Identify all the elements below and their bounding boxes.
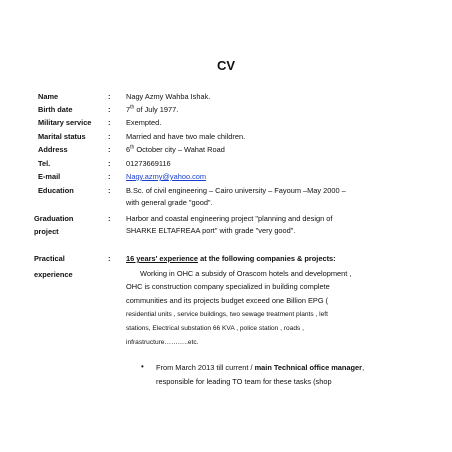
experience-bullet-line1: From March 2013 till current / main Technical office manager,	[156, 363, 365, 372]
experience-line: infrastructure………..etc.	[126, 339, 199, 346]
field-label-name: Name	[38, 92, 59, 101]
field-label-tel: Tel.	[38, 159, 51, 168]
experience-line: OHC is construction company specialized in building complete	[126, 282, 330, 291]
field-value-name: Nagy Azmy Wahba Ishak.	[126, 92, 211, 101]
field-label-education: Education	[38, 186, 74, 195]
experience-heading: 16 years' experience at the following companies & projects:	[126, 254, 336, 263]
email-link[interactable]: Nagy.azmy@yahoo.com	[126, 172, 207, 181]
field-value-birth-date: 7th of July 1977.	[126, 104, 179, 114]
bullet-icon: •	[141, 362, 144, 371]
field-value-address: 6th October city – Wahat Road	[126, 144, 225, 154]
field-label-marital-status: Marital status	[38, 132, 86, 141]
page-title: CV	[216, 58, 236, 73]
colon: :	[108, 92, 111, 101]
field-value-marital-status: Married and have two male children.	[126, 132, 246, 141]
colon: :	[108, 172, 111, 181]
graduation-line2: SHARKE ELTAFREAA port" with grade "very good".	[126, 226, 296, 235]
colon: :	[108, 145, 111, 154]
colon: :	[108, 254, 111, 263]
practical-label-line2: experience	[34, 270, 73, 279]
field-label-email: E-mail	[38, 172, 61, 181]
colon: :	[108, 186, 111, 195]
graduation-line1: Harbor and coastal engineering project "planning and design of	[126, 214, 333, 223]
experience-line: residential units , service buildings, two sewage treatment plants , left	[126, 311, 328, 318]
graduation-label-line2: project	[34, 227, 59, 236]
experience-line: Working in OHC a subsidy of Orascom hotels and development ,	[140, 269, 352, 278]
field-value-military-service: Exempted.	[126, 118, 162, 127]
colon: :	[108, 159, 111, 168]
field-value-education-line1: B.Sc. of civil engineering – Cairo university – Fayoum –May 2000 –	[126, 186, 346, 195]
graduation-label-line1: Graduation	[34, 214, 74, 223]
colon: :	[108, 214, 111, 223]
field-label-address: Address	[38, 145, 68, 154]
colon: :	[108, 132, 111, 141]
experience-line: communities and its projects budget exceed one Billion EPG (	[126, 296, 329, 305]
field-label-birth-date: Birth date	[38, 105, 73, 114]
field-label-military-service: Military service	[38, 118, 92, 127]
experience-bullet-line2: responsible for leading TO team for these tasks (shop	[156, 377, 332, 386]
colon: :	[108, 118, 111, 127]
colon: :	[108, 105, 111, 114]
field-value-tel: 01273669116	[126, 159, 171, 168]
experience-line: stations, Electrical substation 66 KVA , police station , roads ,	[126, 325, 305, 332]
practical-label-line1: Practical	[34, 254, 65, 263]
field-value-education-line2: with general grade "good".	[126, 198, 213, 207]
